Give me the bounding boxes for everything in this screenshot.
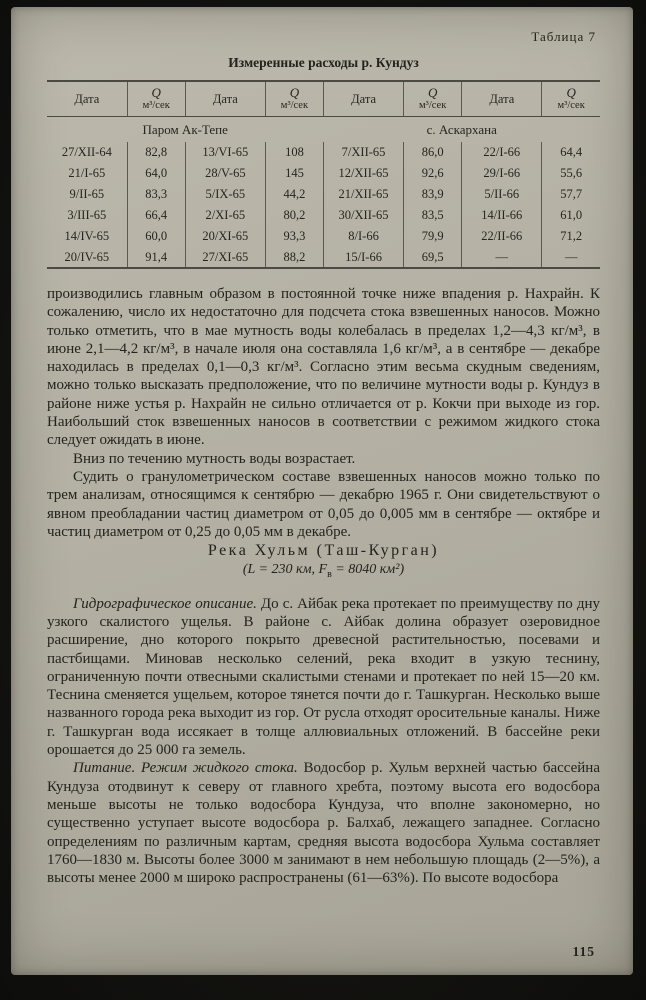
- paragraph-lead: Гидрографическое описание.: [73, 595, 257, 612]
- table-header-row: [47, 81, 600, 117]
- station-names-row: [47, 117, 600, 143]
- formula-post: = 8040 км²): [331, 561, 405, 577]
- table-cell: 91,4: [127, 247, 185, 268]
- table-cell: 108: [265, 142, 323, 163]
- paragraph-body: До с. Айбак река протекает по преимуществу по дну узкого скалистого ущелья. В районе с. Айбак долина образует озеровидное расширение, дно которого покрыто древесной растительностью, посевами и пастбищами. Миновав несколько селений, река входит в узкую теснину, ограниченную почти отвесными скалистыми стенами и протекает по ней 15—20 км. Теснина сменяется ущельем, которое тянется почти до г. Ташкурган. Несколько выше названного города река выходит из гор. От русла отходят оросительные каналы. Ниже г. Ташкурган вода иссякает в толще аллювиальных отложений. В бассейне реки орошается до 25 000 га земель.: [47, 595, 600, 759]
- table-cell: 13/VI-65: [185, 142, 265, 163]
- table-cell: 8/I-66: [323, 226, 403, 247]
- table-cell: 61,0: [542, 205, 600, 226]
- table-title: Измеренные расходы р. Кундуз: [228, 55, 419, 70]
- column-header-date: Дата: [462, 81, 542, 117]
- column-header-q: [265, 81, 323, 117]
- table-cell: 27/XII-64: [61, 145, 112, 159]
- table-cell: 88,2: [265, 247, 323, 268]
- table-row: [47, 226, 600, 247]
- table-row: [47, 205, 600, 226]
- table-cell: 64,0: [127, 163, 185, 184]
- table-cell: 29/I-66: [462, 163, 542, 184]
- q-unit: м³/сек: [419, 100, 447, 111]
- table-cell: 27/XI-65: [185, 247, 265, 268]
- q-symbol: Q: [151, 85, 161, 100]
- table-cell: 3/III-65: [67, 208, 107, 222]
- table-cell: —: [542, 247, 600, 268]
- table-cell: 57,7: [542, 184, 600, 205]
- column-header-q: [404, 81, 462, 117]
- column-header-q: [127, 81, 185, 117]
- table-cell: 5/IX-65: [185, 184, 265, 205]
- table-cell: 86,0: [404, 142, 462, 163]
- table-cell: 12/XII-65: [323, 163, 403, 184]
- body-text: [47, 285, 600, 887]
- table-cell: 22/II-66: [462, 226, 542, 247]
- paragraph-lead: Питание. Режим жидкого стока.: [73, 760, 298, 777]
- table-cell: 55,6: [542, 163, 600, 184]
- table-cell: 22/I-66: [462, 142, 542, 163]
- table-cell: 71,2: [542, 226, 600, 247]
- paragraph-sediment: производились главным образом в постоянной точке ниже впадения р. Нахрайн. К сожалению, число их недостаточно для подсчета стока взвешенных наносов. Можно только отметить, что в мае мутность воды колебалась в пределах 1,2—4,3 кг/м³, в июне 2,1—4,2 кг/м³, в начале июля она составляла 1,6 кг/м³, а в сентябре — декабре находилась в пределах 0,1—0,3 кг/м³. Согласно этим весьма скудным сведениям, можно только высказать предположение, что по величине мутности воды р. Кундуз в районе ниже устья р. Нахрайн не сильно отличается от р. Кокчи при выходе из гор. Наибольший сток взвешенных наносов в соответствии с режимом жидкого стока следует ожидать в июне.: [47, 286, 600, 449]
- table-cell: 66,4: [127, 205, 185, 226]
- section-subheading-parameters: [47, 561, 600, 581]
- table-cell: 5/II-66: [462, 184, 542, 205]
- table-cell: 83,9: [404, 184, 462, 205]
- table-row: [47, 163, 600, 184]
- table-cell: 15/I-66: [323, 247, 403, 268]
- table-cell: 14/IV-65: [64, 229, 110, 243]
- table-cell: 145: [265, 163, 323, 184]
- paragraph-flow-regime: [47, 759, 600, 887]
- table-cell: 44,2: [265, 184, 323, 205]
- table-cell: 92,6: [404, 163, 462, 184]
- station-name-left: Паром Ак-Тепе: [142, 122, 228, 137]
- table-cell: 21/I-65: [68, 166, 106, 180]
- table-number-label: Таблица 7: [531, 29, 596, 44]
- table-cell: 80,2: [265, 205, 323, 226]
- section-heading-river-khulm: Река Хульм (Таш-Курган): [207, 542, 440, 560]
- table-cell: 30/XII-65: [323, 205, 403, 226]
- column-header-q: [542, 81, 600, 117]
- table-cell: 14/II-66: [462, 205, 542, 226]
- station-name-right: с. Аскархана: [426, 122, 497, 137]
- table-cell: 82,8: [127, 142, 185, 163]
- table-row: [47, 247, 600, 268]
- paragraph-granulometry: Судить о гранулометрическом составе взвешенных наносов можно только по трем анализам, относящимся к сентябрю — декабрю 1965 г. Они свидетельствуют о явном преобладании частиц диаметром от 0,05 до 0,005 мм в сентябре — октябре и частиц диаметром от 0,25 до 0,05 мм в декабре.: [47, 468, 600, 540]
- table-cell: 79,9: [404, 226, 462, 247]
- table-cell: 21/XII-65: [323, 184, 403, 205]
- table-cell: 83,3: [127, 184, 185, 205]
- table-cell: 28/V-65: [185, 163, 265, 184]
- page-number: 115: [572, 944, 595, 959]
- table-row: [47, 184, 600, 205]
- table-cell: 2/XI-65: [185, 205, 265, 226]
- table-cell: 93,3: [265, 226, 323, 247]
- table-cell: 20/IV-65: [64, 249, 110, 264]
- table-cell: 20/XI-65: [185, 226, 265, 247]
- paragraph-hydrographic-description: [47, 595, 600, 760]
- table-row: [47, 142, 600, 163]
- column-header-date: Дата: [323, 81, 403, 117]
- q-symbol: Q: [289, 85, 300, 100]
- discharge-table: [47, 80, 600, 269]
- table-cell: 9/II-65: [69, 187, 105, 201]
- paragraph-body: Водосбор р. Хульм верхней частью бассейна Кундуза отодвинут к северу от главного хребта, поэтому высота его водосбора меньше высоты не только водосбора Кундуза, что вполне закономерно, но существенно уступает высоте водосбора р. Балхаб, лежащего западнее. Согласно определениям по различным картам, средняя высота водосбора Хульма составляет 1760—1830 м. Высоты более 3000 м занимают в нем небольшую площадь (2—5%), а высоты менее 2000 м широко распространены (61—63%). По высоте водосбора: [47, 760, 600, 887]
- table-cell: —: [462, 247, 542, 268]
- q-symbol: Q: [427, 85, 438, 100]
- formula-subscript: в: [327, 568, 332, 580]
- q-unit: м³/сек: [280, 100, 309, 111]
- q-unit: м³/сек: [142, 100, 170, 111]
- column-header-date: Дата: [47, 81, 127, 117]
- paper-sheet: [11, 7, 633, 975]
- table-cell: 60,0: [127, 226, 185, 247]
- table-cell: 7/XII-65: [323, 142, 403, 163]
- table-cell: 69,5: [404, 247, 462, 268]
- table-cell: 83,5: [404, 205, 462, 226]
- q-symbol: Q: [566, 85, 576, 100]
- paragraph-turbidity: Вниз по течению мутность воды возрастает.: [73, 450, 356, 467]
- table-cell: 64,4: [542, 142, 600, 163]
- formula-pre: (L = 230 км, F: [242, 561, 328, 577]
- column-header-date: Дата: [185, 81, 265, 117]
- q-unit: м³/сек: [557, 100, 585, 111]
